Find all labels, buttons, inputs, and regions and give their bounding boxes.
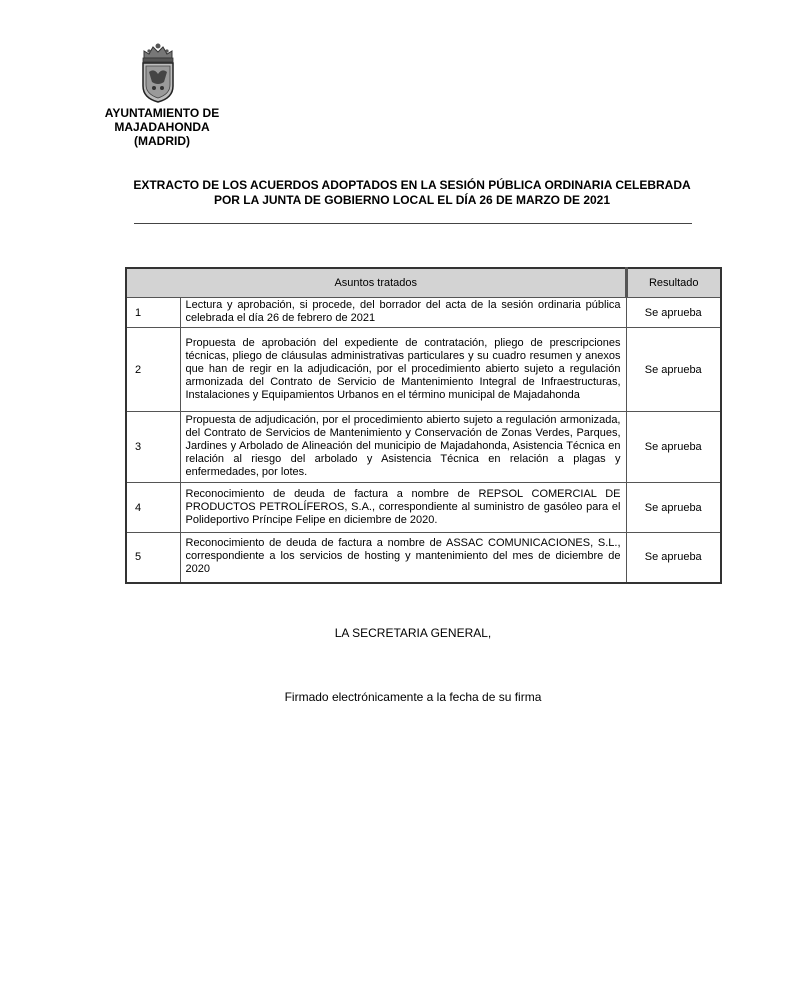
row-result: Se aprueba — [626, 298, 721, 328]
row-result: Se aprueba — [626, 328, 721, 412]
secretary-signature-label: LA SECRETARIA GENERAL, — [334, 626, 492, 640]
row-subject: Reconocimiento de deuda de factura a nombre de REPSOL COMERCIAL DE PRODUCTOS PETROLÍFEROS, S.A., correspondiente al suministro de gasóleo para el Polideportivo Príncipe Felipe en diciembre de 2020. — [180, 483, 626, 533]
table-row — [126, 412, 721, 483]
table-row — [126, 298, 721, 328]
row-subject: Reconocimiento de deuda de factura a nombre de ASSAC COMUNICACIONES, S.L., correspondiente a los servicios de hosting y mantenimiento del mes de diciembre de 2020 — [180, 533, 626, 583]
row-subject: Lectura y aprobación, si procede, del borrador del acta de la sesión ordinaria pública celebrada el día 26 de febrero de 2021 — [180, 298, 626, 328]
row-result: Se aprueba — [626, 412, 721, 483]
table-row — [126, 328, 721, 412]
row-number: 2 — [126, 328, 180, 412]
document-title — [100, 178, 724, 208]
coat-of-arms-icon — [138, 42, 178, 104]
row-subject: Propuesta de aprobación del expediente de contratación, pliego de prescripciones técnicas, pliego de cláusulas administrativas particulares y su cuadro resumen y anexos que han de regir en la adjudicación, por el procedimiento abierto sujeto a regulación armonizada del Contrato de Servicio de Mantenimiento Integral de Infraestructuras, Instalaciones y Equipamientos Urbanos en el término municipal de Majadahonda — [180, 328, 626, 412]
row-subject: Propuesta de adjudicación, por el procedimiento abierto sujeto a regulación armonizada, del Contrato de Servicios de Mantenimiento y Conservación de Zonas Verdes, Parques, Jardines y Arbolado de Alineación del municipio de Majadahonda, Asistencia Técnica en relación al riesgo del arbolado y Asistencia Técnica en relación a plagas y enfermedades, por lotes. — [180, 412, 626, 483]
title-divider — [134, 223, 692, 224]
organization-name — [92, 106, 232, 148]
organization-line-2: MAJADAHONDA — [114, 120, 210, 134]
column-header-result: Resultado — [626, 268, 721, 298]
row-number: 1 — [126, 298, 180, 328]
table-row — [126, 533, 721, 583]
row-result: Se aprueba — [626, 533, 721, 583]
table-header-row — [126, 268, 721, 298]
title-line-1: EXTRACTO DE LOS ACUERDOS ADOPTADOS EN LA SESIÓN PÚBLICA ORDINARIA CELEBRADA — [133, 178, 691, 192]
row-number: 5 — [126, 533, 180, 583]
row-result: Se aprueba — [626, 483, 721, 533]
row-number: 4 — [126, 483, 180, 533]
electronic-signature-note: Firmado electrónicamente a la fecha de su firma — [284, 690, 542, 704]
title-line-2: POR LA JUNTA DE GOBIERNO LOCAL EL DÍA 26 DE MARZO DE 2021 — [213, 193, 611, 207]
organization-line-3: (MADRID) — [134, 134, 190, 148]
column-header-subject: Asuntos tratados — [126, 268, 626, 298]
table-row — [126, 483, 721, 533]
organization-line-1: AYUNTAMIENTO DE — [104, 106, 220, 120]
row-number: 3 — [126, 412, 180, 483]
agreements-table — [125, 267, 722, 584]
